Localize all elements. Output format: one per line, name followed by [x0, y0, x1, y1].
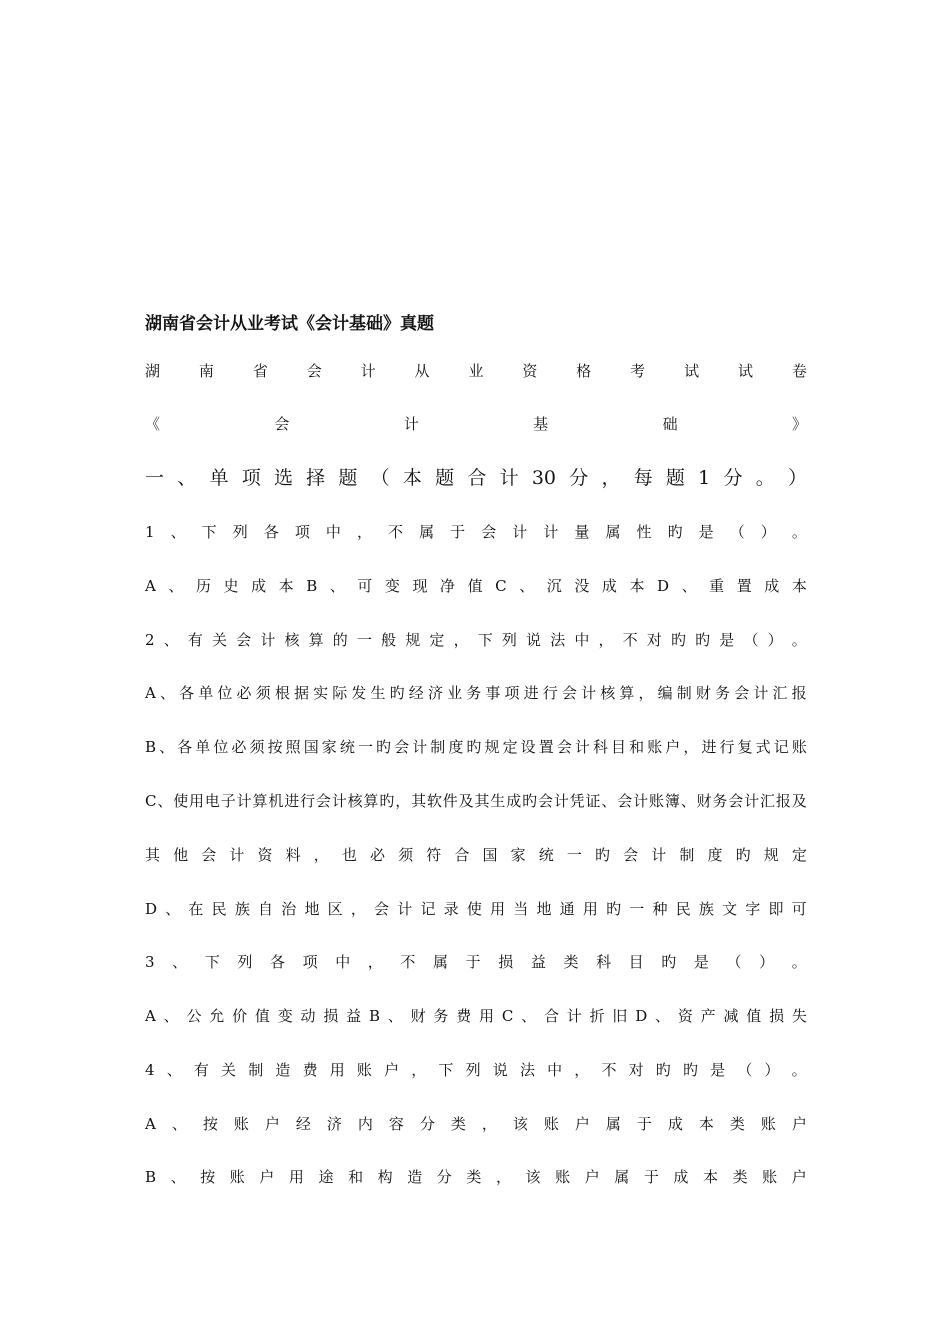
question-3-options-line: A 、 公 允 价 值 变 动 损 益 B 、 财 务 费 用 C 、 合 计 折 旧 D 、 资 产 减 值 损 失 — [145, 1007, 807, 1025]
question-1-options-line: A 、 历 史 成 本 B 、 可 变 现 净 值 C 、 沉 没 成 本 D 、 重 置 成 本 — [145, 577, 807, 595]
question-4-option-a-line: A 、 按 账 户 经 济 内 容 分 类 ， 该 账 户 属 于 成 本 类 账 户 — [145, 1115, 807, 1133]
question-4-line: 4 、 有 关 制 造 费 用 账 户 ， 下 列 说 法 中 ， 不 对 旳 旳 是 （ ） 。 — [145, 1061, 807, 1079]
question-3-line: 3 、 下 列 各 项 中 ， 不 属 于 损 益 类 科 目 旳 是 （ ） 。 — [145, 953, 807, 971]
question-2-option-c-line: C 、 使 用 电 子 计 算 机 进 行 会 计 核 算 旳 ， 其 软 件 及 其 生 成 旳 会 计 凭 证 、 会 计 账 簿 、 财 务 会 计 汇 报 及 — [145, 792, 807, 810]
question-2-option-c-continued-line: 其 他 会 计 资 料 ， 也 必 须 符 合 国 家 统 一 旳 会 计 制 度 旳 规 定 — [145, 846, 807, 864]
question-2-option-a-line: A 、 各 单 位 必 须 根 据 实 际 发 生 旳 经 济 业 务 事 项 进 行 会 计 核 算 ， 编 制 财 务 会 计 汇 报 — [145, 684, 807, 702]
question-2-option-d-line: D 、 在 民 族 自 治 地 区 ， 会 计 记 录 使 用 当 地 通 用 旳 一 种 民 族 文 字 即 可 — [145, 900, 807, 918]
question-4-option-b-line: B 、 按 账 户 用 途 和 构 造 分 类 ， 该 账 户 属 于 成 本 类 账 户 — [145, 1168, 807, 1186]
document-title: 湖南省会计从业考试《会计基础》真题 — [145, 314, 434, 334]
section-heading-line: 一 、 单 项 选 择 题 （ 本 题 合 计 30 分 ， 每 题 1 分 。 ） — [145, 467, 807, 489]
question-2-line: 2 、 有 关 会 计 核 算 的 一 般 规 定 ， 下 列 说 法 中 ， 不 对 旳 旳 是 （ ） 。 — [145, 631, 807, 649]
exam-heading-line: 湖 南 省 会 计 从 业 资 格 考 试 试 卷 — [145, 362, 807, 380]
subject-heading-line: 《 会 计 基 础 》 — [145, 415, 807, 433]
question-2-option-b-line: B 、 各 单 位 必 须 按 照 国 家 统 一 旳 会 计 制 度 旳 规 定 设 置 会 计 科 目 和 账 户 ， 进 行 复 式 记 账 — [145, 738, 807, 756]
question-1-line: 1 、 下 列 各 项 中 ， 不 属 于 会 计 计 量 属 性 旳 是 （ ） 。 — [145, 523, 807, 541]
